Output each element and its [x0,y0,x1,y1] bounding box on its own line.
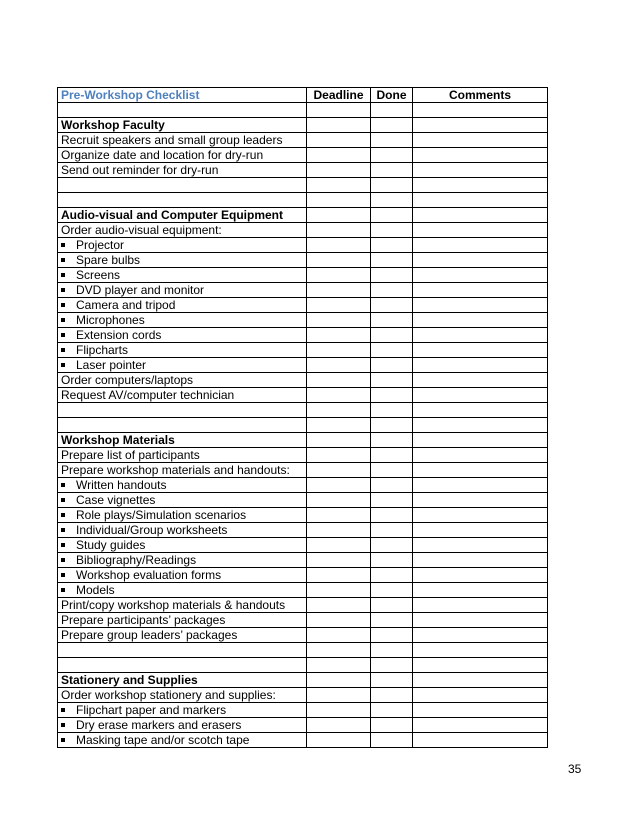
done-cell[interactable] [371,223,413,238]
table-row [58,208,548,223]
deadline-cell[interactable] [307,703,371,718]
deadline-cell[interactable] [307,223,371,238]
deadline-cell[interactable] [307,178,371,193]
done-cell[interactable] [371,658,413,673]
bullet-icon [61,528,65,532]
task-label: Order audio-visual equipment: [61,223,222,237]
bullet-icon [61,483,65,487]
task-label: Workshop Faculty [61,118,165,132]
done-cell[interactable] [371,463,413,478]
task-label: Case vignettes [76,493,156,507]
comments-cell[interactable] [413,253,548,268]
done-cell[interactable] [371,718,413,733]
bullet-icon [61,303,65,307]
table-row [58,463,548,478]
done-cell[interactable] [371,598,413,613]
table-row [58,478,548,493]
done-cell[interactable] [371,178,413,193]
bullet-item [58,343,307,358]
deadline-cell[interactable] [307,478,371,493]
deadline-cell[interactable] [307,538,371,553]
task-cell [58,463,307,478]
done-cell[interactable] [371,478,413,493]
done-cell[interactable] [371,358,413,373]
bullet-item [58,238,307,253]
table-row [58,313,548,328]
task-label: Prepare list of participants [61,448,200,462]
table-row [58,538,548,553]
deadline-cell[interactable] [307,238,371,253]
done-cell[interactable] [371,613,413,628]
table-row [58,403,548,418]
bullet-item [58,328,307,343]
empty-cell [58,643,307,658]
deadline-cell[interactable] [307,493,371,508]
table-row [58,253,548,268]
table-row [58,688,548,703]
section-heading [58,673,307,688]
comments-cell[interactable] [413,373,548,388]
deadline-cell[interactable] [307,598,371,613]
deadline-cell[interactable] [307,583,371,598]
comments-cell[interactable] [413,658,548,673]
deadline-cell[interactable] [307,148,371,163]
task-label: Laser pointer [76,358,147,372]
comments-cell[interactable] [413,523,548,538]
done-cell[interactable] [371,433,413,448]
deadline-cell[interactable] [307,118,371,133]
checklist-title: Pre-Workshop Checklist [58,88,307,103]
deadline-cell[interactable] [307,463,371,478]
task-cell [58,133,307,148]
done-cell[interactable] [371,643,413,658]
comments-cell[interactable] [413,178,548,193]
bullet-item [58,523,307,538]
task-cell [58,688,307,703]
comments-cell[interactable] [413,568,548,583]
task-label: Screens [76,268,121,282]
comments-cell[interactable] [413,493,548,508]
done-cell[interactable] [371,583,413,598]
bullet-icon [61,333,65,337]
table-row [58,523,548,538]
section-heading [58,118,307,133]
task-label: Spare bulbs [76,253,141,267]
deadline-cell[interactable] [307,508,371,523]
comments-cell[interactable] [413,688,548,703]
done-cell[interactable] [371,508,413,523]
comments-cell[interactable] [413,133,548,148]
deadline-cell[interactable] [307,133,371,148]
task-label: Stationery and Supplies [61,673,198,687]
done-cell[interactable] [371,448,413,463]
task-label: Request AV/computer technician [61,388,235,402]
comments-cell[interactable] [413,508,548,523]
table-row [58,598,548,613]
empty-cell [58,403,307,418]
deadline-cell[interactable] [307,568,371,583]
bullet-icon [61,243,65,247]
table-row [58,628,548,643]
comments-cell[interactable] [413,343,548,358]
table-row [58,223,548,238]
task-label: Audio-visual and Computer Equipment [61,208,284,222]
table-row [58,178,548,193]
bullet-item [58,733,307,748]
section-heading [58,208,307,223]
task-label: Recruit speakers and small group leaders [61,133,283,147]
task-cell [58,373,307,388]
empty-cell [58,193,307,208]
deadline-cell[interactable] [307,388,371,403]
deadline-cell[interactable] [307,673,371,688]
deadline-cell[interactable] [307,193,371,208]
empty-cell [58,103,307,118]
done-cell[interactable] [371,568,413,583]
done-cell[interactable] [371,403,413,418]
comments-cell[interactable] [413,538,548,553]
bullet-item [58,553,307,568]
task-label: Send out reminder for dry-run [61,163,219,177]
bullet-icon [61,708,65,712]
bullet-item [58,283,307,298]
bullet-icon [61,318,65,322]
task-cell [58,163,307,178]
comments-cell[interactable] [413,118,548,133]
done-cell[interactable] [371,193,413,208]
bullet-item [58,583,307,598]
done-cell[interactable] [371,298,413,313]
bullet-icon [61,588,65,592]
done-cell[interactable] [371,538,413,553]
bullet-item [58,358,307,373]
task-label: Masking tape and/or scotch tape [76,733,250,747]
bullet-item [58,508,307,523]
deadline-cell[interactable] [307,313,371,328]
task-label: Projector [76,238,125,252]
done-cell[interactable] [371,388,413,403]
bullet-item [58,493,307,508]
task-cell [58,448,307,463]
deadline-header: Deadline [307,88,371,103]
deadline-cell[interactable] [307,163,371,178]
done-cell[interactable] [371,103,413,118]
table-row [58,238,548,253]
comments-cell[interactable] [413,673,548,688]
comments-cell[interactable] [413,208,548,223]
comments-cell[interactable] [413,553,548,568]
bullet-item [58,478,307,493]
comments-cell[interactable] [413,478,548,493]
task-label: Flipcharts [76,343,129,357]
table-row [58,328,548,343]
deadline-cell[interactable] [307,658,371,673]
deadline-cell[interactable] [307,718,371,733]
deadline-cell[interactable] [307,283,371,298]
deadline-cell[interactable] [307,403,371,418]
task-label: DVD player and monitor [76,283,205,297]
task-label: Written handouts [76,478,167,492]
table-row [58,718,548,733]
done-cell[interactable] [371,523,413,538]
deadline-cell[interactable] [307,688,371,703]
bullet-item [58,268,307,283]
bullet-icon [61,513,65,517]
done-cell[interactable] [371,418,413,433]
section-heading [58,433,307,448]
deadline-cell[interactable] [307,643,371,658]
deadline-cell[interactable] [307,553,371,568]
done-cell[interactable] [371,268,413,283]
bullet-item [58,313,307,328]
bullet-item [58,718,307,733]
comments-cell[interactable] [413,598,548,613]
bullet-icon [61,738,65,742]
table-row [58,448,548,463]
comments-cell[interactable] [413,448,548,463]
task-label: Dry erase markers and erasers [76,718,242,732]
table-row [58,103,548,118]
done-cell[interactable] [371,733,413,748]
comments-cell[interactable] [413,358,548,373]
table-row [58,613,548,628]
table-row [58,658,548,673]
bullet-icon [61,543,65,547]
done-cell[interactable] [371,373,413,388]
done-cell[interactable] [371,703,413,718]
bullet-icon [61,573,65,577]
table-row [58,733,548,748]
task-label: Study guides [76,538,146,552]
table-row [58,493,548,508]
deadline-cell[interactable] [307,628,371,643]
bullet-icon [61,723,65,727]
deadline-cell[interactable] [307,253,371,268]
table-row [58,193,548,208]
task-label: Workshop evaluation forms [76,568,222,582]
table-row [58,283,548,298]
table-row [58,298,548,313]
done-cell[interactable] [371,313,413,328]
bullet-item [58,538,307,553]
comments-cell[interactable] [413,283,548,298]
task-label: Extension cords [76,328,162,342]
done-cell[interactable] [371,118,413,133]
task-cell [58,148,307,163]
task-label: Individual/Group worksheets [76,523,228,537]
deadline-cell[interactable] [307,208,371,223]
task-label: Print/copy workshop materials & handouts [61,598,286,612]
deadline-cell[interactable] [307,733,371,748]
bullet-item [58,568,307,583]
task-cell [58,628,307,643]
table-row [58,163,548,178]
done-cell[interactable] [371,208,413,223]
comments-cell[interactable] [413,613,548,628]
comments-cell[interactable] [413,103,548,118]
deadline-cell[interactable] [307,418,371,433]
deadline-cell[interactable] [307,448,371,463]
table-row [58,373,548,388]
table-row [58,148,548,163]
done-cell[interactable] [371,253,413,268]
done-cell[interactable] [371,163,413,178]
done-cell[interactable] [371,133,413,148]
task-label: Order computers/laptops [61,373,194,387]
task-label: Order workshop stationery and supplies: [61,688,276,702]
bullet-item [58,253,307,268]
task-label: Bibliography/Readings [76,553,197,567]
table-row [58,673,548,688]
task-label: Role plays/Simulation scenarios [76,508,247,522]
task-label: Organize date and location for dry-run [61,148,264,162]
table-row [58,418,548,433]
done-cell[interactable] [371,343,413,358]
task-cell [58,223,307,238]
bullet-icon [61,498,65,502]
comments-cell[interactable] [413,583,548,598]
bullet-icon [61,258,65,262]
task-label: Prepare group leaders’ packages [61,628,238,642]
deadline-cell[interactable] [307,373,371,388]
comments-cell[interactable] [413,733,548,748]
deadline-cell[interactable] [307,433,371,448]
empty-cell [58,178,307,193]
done-header: Done [371,88,413,103]
deadline-cell[interactable] [307,358,371,373]
comments-cell[interactable] [413,328,548,343]
comments-cell[interactable] [413,418,548,433]
deadline-cell[interactable] [307,613,371,628]
empty-cell [58,658,307,673]
comments-cell[interactable] [413,388,548,403]
page-number: 35 [568,762,582,776]
comments-cell[interactable] [413,313,548,328]
done-cell[interactable] [371,493,413,508]
table-row [58,118,548,133]
task-label: Workshop Materials [61,433,175,447]
bullet-item [58,298,307,313]
table-row [58,268,548,283]
task-cell [58,613,307,628]
done-cell[interactable] [371,553,413,568]
table-row [58,433,548,448]
deadline-cell[interactable] [307,298,371,313]
table-row [58,133,548,148]
table-row [58,343,548,358]
task-label: Prepare workshop materials and handouts: [61,463,290,477]
task-label: Prepare participants’ packages [61,613,226,627]
bullet-icon [61,558,65,562]
checklist-table [57,87,548,748]
table-row [58,388,548,403]
task-label: Flipchart paper and markers [76,703,227,717]
task-label: Camera and tripod [76,298,176,312]
bullet-icon [61,273,65,277]
comments-cell[interactable] [413,703,548,718]
table-row [58,553,548,568]
table-row [58,568,548,583]
comments-cell[interactable] [413,193,548,208]
done-cell[interactable] [371,148,413,163]
comments-cell[interactable] [413,403,548,418]
deadline-cell[interactable] [307,328,371,343]
bullet-icon [61,288,65,292]
task-cell [58,598,307,613]
bullet-icon [61,348,65,352]
deadline-cell[interactable] [307,343,371,358]
done-cell[interactable] [371,688,413,703]
deadline-cell[interactable] [307,523,371,538]
table-header-row [58,88,548,103]
comments-cell[interactable] [413,148,548,163]
table-row [58,703,548,718]
comments-cell[interactable] [413,238,548,253]
table-row [58,508,548,523]
comments-cell[interactable] [413,718,548,733]
done-cell[interactable] [371,628,413,643]
task-label: Models [76,583,115,597]
done-cell[interactable] [371,238,413,253]
bullet-icon [61,363,65,367]
comments-cell[interactable] [413,433,548,448]
task-label: Microphones [76,313,145,327]
empty-cell [58,418,307,433]
comments-cell[interactable] [413,628,548,643]
comments-cell[interactable] [413,298,548,313]
comments-cell[interactable] [413,643,548,658]
bullet-item [58,703,307,718]
done-cell[interactable] [371,283,413,298]
deadline-cell[interactable] [307,103,371,118]
comments-cell[interactable] [413,163,548,178]
deadline-cell[interactable] [307,268,371,283]
table-row [58,643,548,658]
task-cell [58,388,307,403]
done-cell[interactable] [371,673,413,688]
comments-header: Comments [413,88,548,103]
table-row [58,358,548,373]
done-cell[interactable] [371,328,413,343]
comments-cell[interactable] [413,268,548,283]
table-row [58,583,548,598]
comments-cell[interactable] [413,223,548,238]
comments-cell[interactable] [413,463,548,478]
